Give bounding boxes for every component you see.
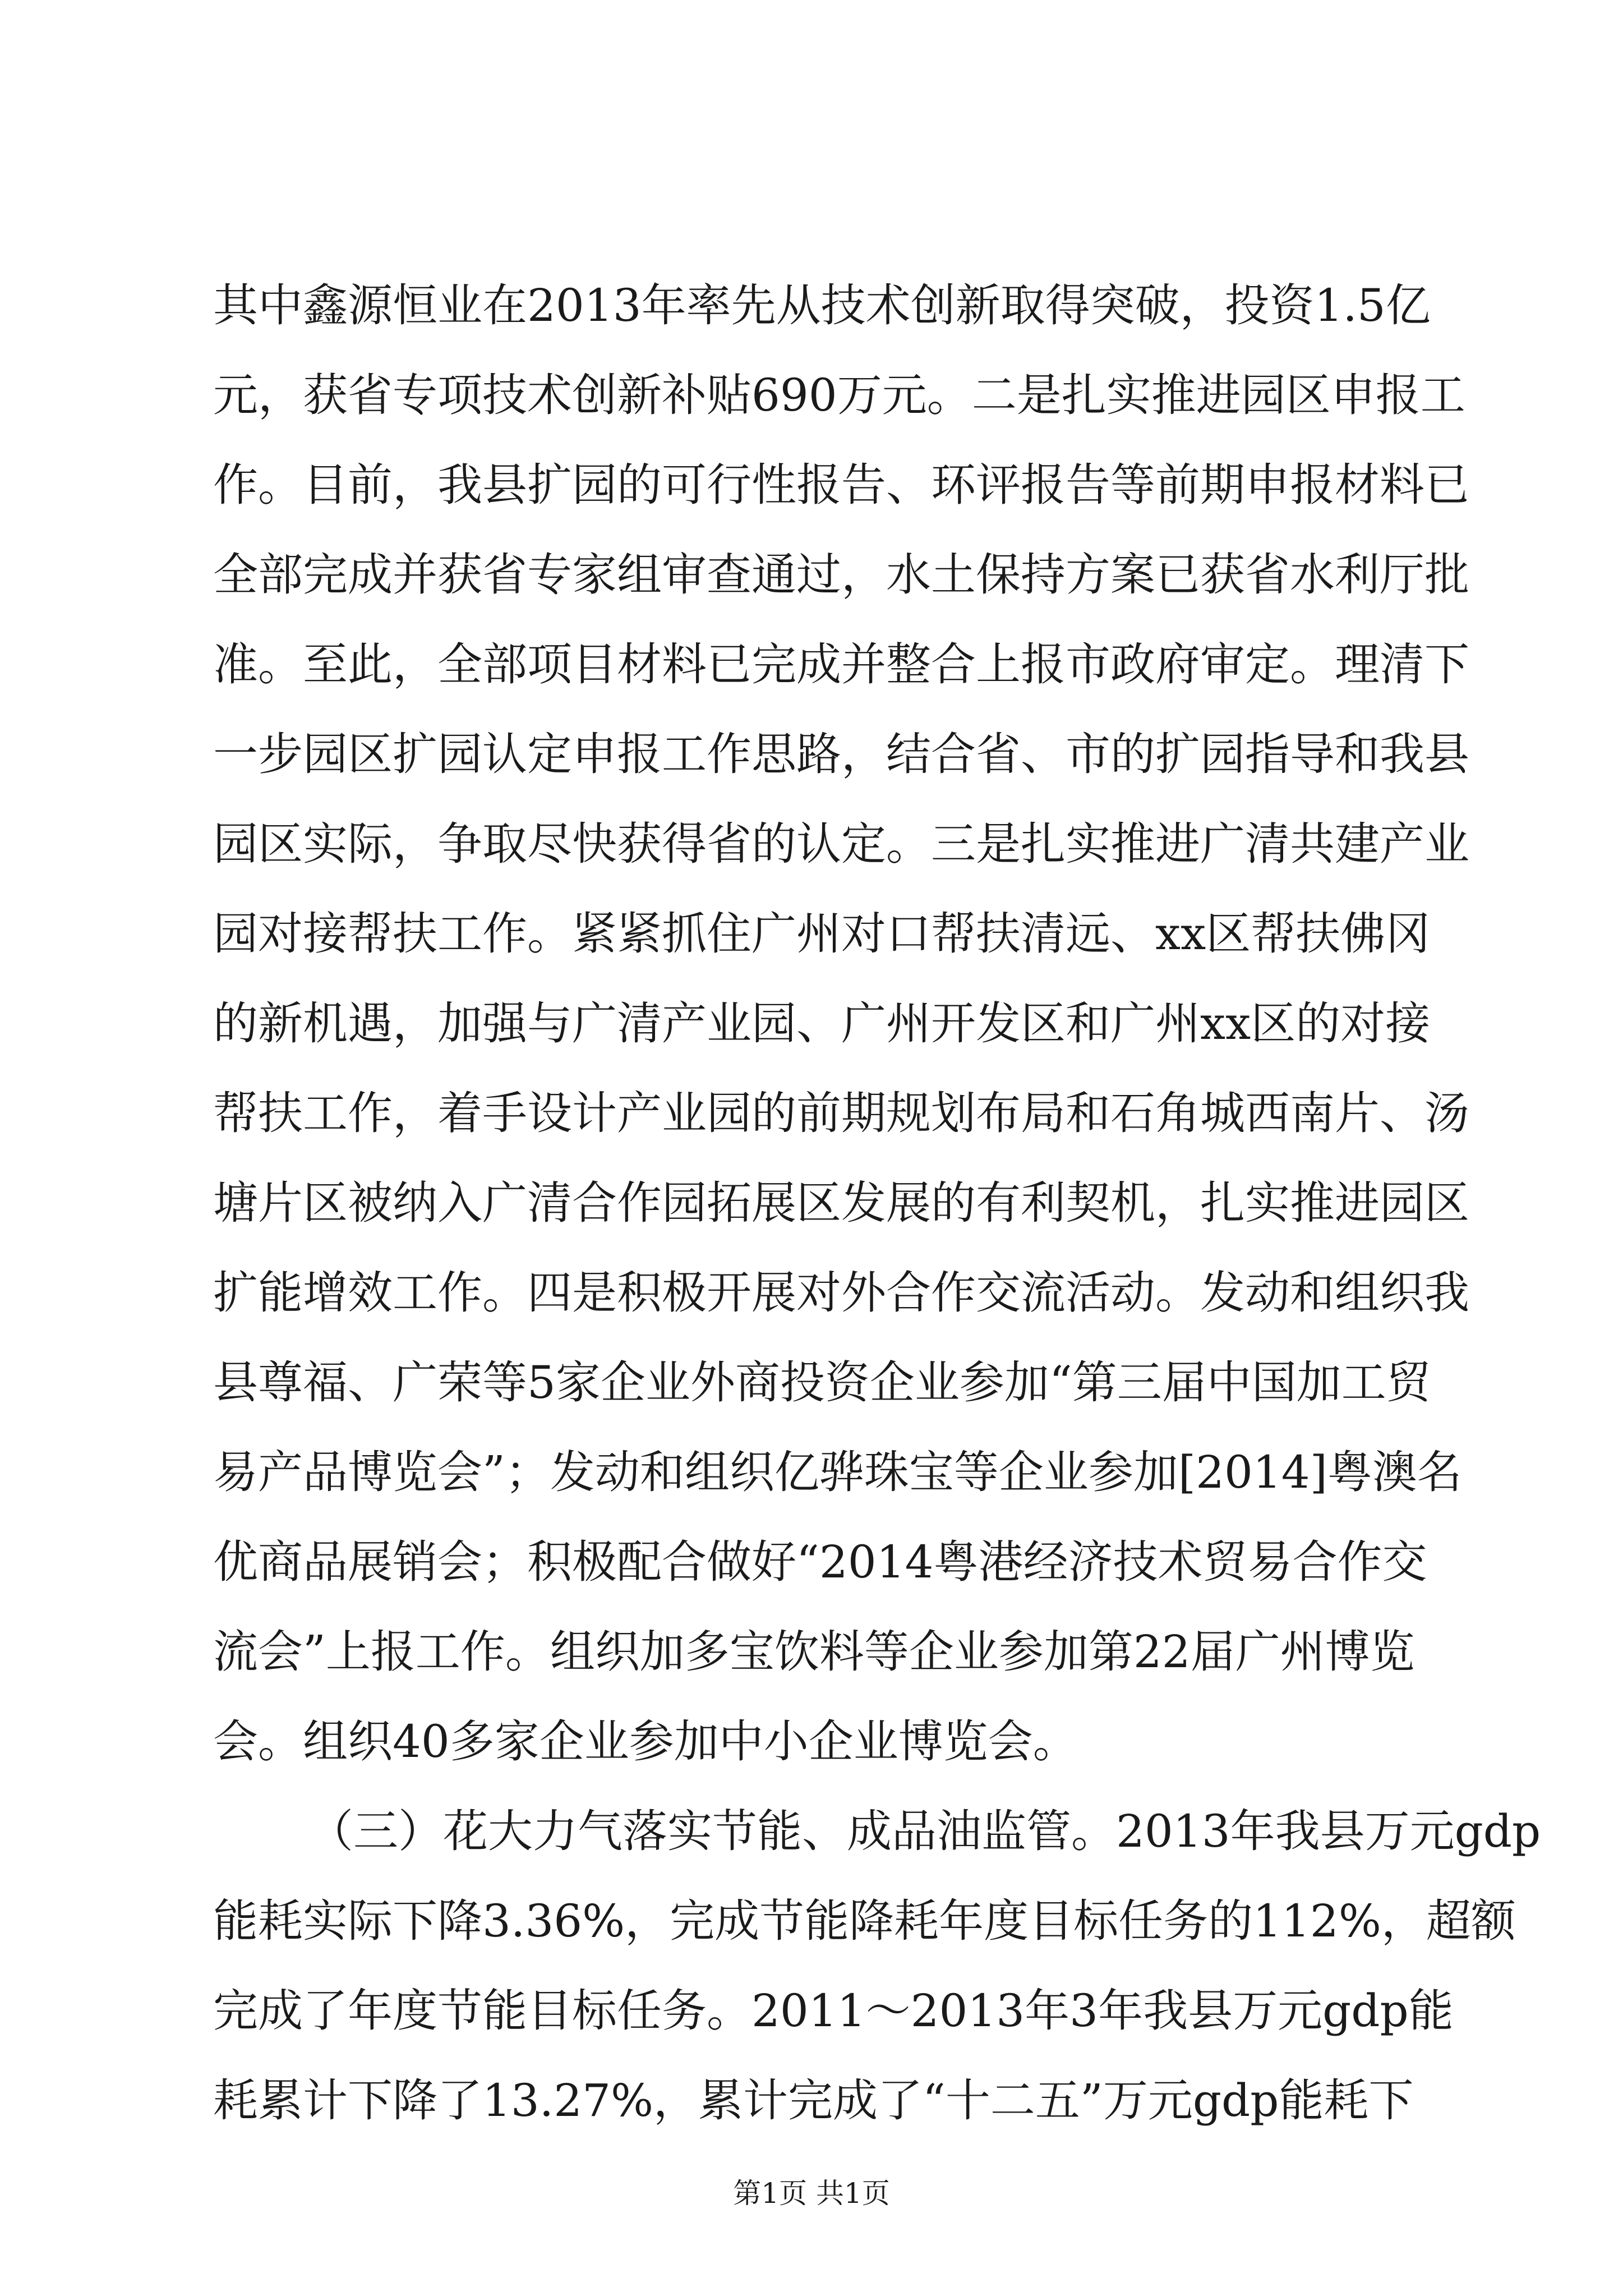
body-text-line: 元，获省专项技术创新补贴690万元。二是扎实推进园区申报工 bbox=[213, 369, 1465, 421]
body-text-line: 能耗实际下降3.36%，完成节能降耗年度目标任务的112%，超额 bbox=[213, 1895, 1516, 1947]
page-footer: 第1页 共1页 bbox=[733, 2177, 890, 2210]
body-text-line: 塘片区被纳入广清合作园拓展区发展的有利契机，扎实推进园区 bbox=[213, 1177, 1469, 1229]
body-text-line: 全部完成并获省专家组审查通过，水土保持方案已获省水利厅批 bbox=[213, 549, 1469, 601]
body-text-line: 完成了年度节能目标任务。2011～2013年3年我县万元gdp能 bbox=[213, 1985, 1454, 2037]
body-text-line: 会。组织40多家企业参加中小企业博览会。 bbox=[213, 1715, 1078, 1768]
body-text-line: 流会”上报工作。组织加多宝饮料等企业参加第22届广州博览 bbox=[213, 1626, 1415, 1678]
paragraph-heading-line: （三）花大力气落实节能、成品油监管。2013年我县万元gdp bbox=[308, 1805, 1541, 1857]
body-text-line: 作。目前，我县扩园的可行性报告、环评报告等前期申报材料已 bbox=[213, 459, 1469, 511]
body-text-line: 耗累计下降了13.27%，累计完成了“十二五”万元gdp能耗下 bbox=[213, 2074, 1414, 2127]
body-text-line: 其中鑫源恒业在2013年率先从技术创新取得突破，投资1.5亿 bbox=[213, 279, 1431, 332]
body-text-line: 扩能增效工作。四是积极开展对外合作交流活动。发动和组织我 bbox=[213, 1267, 1469, 1319]
body-text-line: 园对接帮扶工作。紧紧抓住广州对口帮扶清远、xx区帮扶佛冈 bbox=[213, 908, 1431, 960]
body-text-line: 易产品博览会”；发动和组织亿骅珠宝等企业参加[2014]粤澳名 bbox=[213, 1446, 1462, 1498]
body-text-line: 优商品展销会；积极配合做好“2014粤港经济技术贸易合作交 bbox=[213, 1536, 1427, 1588]
body-text-line: 县尊福、广荣等5家企业外商投资企业参加“第三届中国加工贸 bbox=[213, 1356, 1431, 1409]
body-text-line: 一步园区扩园认定申报工作思路，结合省、市的扩园指导和我县 bbox=[213, 728, 1469, 780]
body-text-line: 的新机遇，加强与广清产业园、广州开发区和广州xx区的对接 bbox=[213, 997, 1431, 1050]
body-text-line: 准。至此，全部项目材料已完成并整合上报市政府审定。理清下 bbox=[213, 638, 1469, 691]
body-text-line: 帮扶工作，着手设计产业园的前期规划布局和石角城西南片、汤 bbox=[213, 1087, 1469, 1139]
body-text-line: 园区实际，争取尽快获得省的认定。三是扎实推进广清共建产业 bbox=[213, 818, 1469, 870]
